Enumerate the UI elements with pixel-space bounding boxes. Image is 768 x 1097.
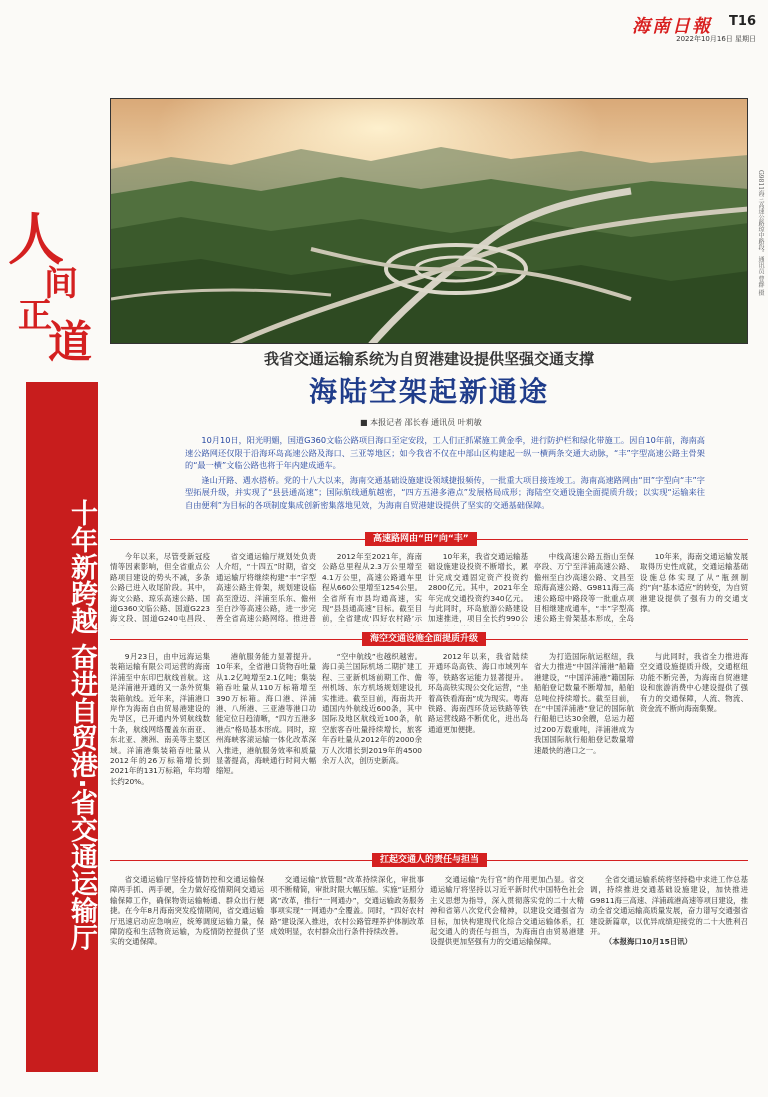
subhead: 海空交通设施全面提质升级 bbox=[362, 632, 486, 646]
article-column bbox=[428, 552, 528, 626]
paragraph: 2012年以来，我省陆续开通环岛高铁、海口市域列车等，铁路客运能力显著提升。环岛高铁实现公交化运营，“坐着高铁看海南”成为现实。粤海铁路、海南西环货运铁路等铁路运营线路不断优化，进出岛通道更加便捷。 bbox=[428, 652, 528, 734]
article-column bbox=[110, 875, 264, 1075]
paragraph: 省交通运输厅规划处负责人介绍，“十四五”时期，省交通运输厅将继续构建“丰”字型高速公路主骨架，规划建设临高至澄迈、洋浦至乐东、儋州至白沙等高速公路，进一步完善全省高速公路网络。推进普 bbox=[216, 552, 316, 624]
column-banner-text: 十年新跨越 奋进自贸港·省交通运输厅 bbox=[66, 499, 97, 951]
article-kicker: 我省交通运输系统为自贸港建设提供坚强交通支撑 bbox=[263, 350, 594, 368]
paragraph: “空中航线”也越织越密。海口美兰国际机场二期扩建工程、三亚新机场前期工作、儋州机场、东方机场规划建设扎实推进。截至目前，海南共开通国内外航线近600条，其中国际及地区航线近100条，航空旅客吞吐量持续增长，旅客年吞吐量从2012年的2000余万人次增长到2019年的4500余万人次，创历史新高。 bbox=[322, 652, 422, 766]
subhead: 扛起交通人的责任与担当 bbox=[372, 853, 487, 867]
article-column bbox=[640, 652, 748, 848]
article-column bbox=[322, 552, 422, 626]
paragraph: 9月23日，由中远海运集装箱运输有限公司运营的海南洋浦至中东印巴航线首航。这是洋浦港开通的又一条外贸集装箱航线。近年来，洋浦港口岸作为海南自由贸易港建设的先导区，已开通内外贸航线数十条，航线网络覆盖东南亚、东北亚、澳洲、南美等主要区域。洋浦港集装箱吞吐量从2012年的26万标箱增长到2021年的131万标箱，年均增长约20%。 bbox=[110, 652, 210, 786]
paragraph: 港航服务能力显著提升。10年来，全省港口货物吞吐量从1.2亿吨增至2.1亿吨；集装箱吞吐量从110万标箱增至390万标箱。海口港、洋浦港、八所港、三亚港等港口功能定位日趋清晰，“四方五港多港点”格局基本形成。同时，琼州海峡客滚运输一体化改革深入推进，港航服务效率和质量显著提高，海峡通行时间大幅缩短。 bbox=[216, 652, 316, 776]
lead-paragraph: 10月10日，阳光明媚，国道G360文临公路项目海口至定安段，工人们正抓紧施工黄金季，进行防护栏和绿化带施工。因自10年前，海南高速公路网还仅限于沿海环岛高速公路及海口、三亚等地区；如今我省不仅在中部山区构建起一纵一横两条交通大动脉，“丰”字型高速公路主骨架的“最一横”文临公路也将于年内建成通车。 bbox=[185, 435, 705, 470]
paragraph: 省交通运输厅坚持疫情防控和交通运输保障两手抓、两手硬，全力做好疫情期间交通运输保障工作，确保物资运输畅通、群众出行便捷。在今年8月海南突发疫情期间，省交通运输厅迅速启动应急响应，统筹调度运输力量，保障防疫和生活物资运输，为疫情防控提供了坚实的交通保障。 bbox=[110, 875, 264, 947]
article-column bbox=[534, 652, 634, 848]
section-title-char: 道 bbox=[48, 317, 92, 368]
paragraph: 10年来，海南交通运输发展取得历史性成就，交通运输基础设施总体实现了从“瓶颈制约”向“基本适应”的转变，为自贸港建设提供了强有力的交通支撑。 bbox=[640, 552, 748, 614]
subhead: 高速路网由“田”向“丰” bbox=[365, 532, 477, 546]
article-column bbox=[590, 875, 748, 1075]
paragraph: 今年以来，尽管受新冠疫情等因素影响，但全省重点公路项目建设的势头不减，多条公路已进入收尾阶段。其中，海文公路、琼乐高速公路、国道G360文临公路、国道G223海文段、国道G240屯昌段、 bbox=[110, 552, 210, 624]
article-column bbox=[322, 652, 422, 848]
article-column bbox=[110, 652, 210, 848]
hero-photo bbox=[110, 98, 748, 344]
paper-logo: 海南日報 bbox=[632, 16, 712, 37]
page-number: T16 bbox=[729, 14, 756, 29]
paragraph: 交通运输“放管服”改革持续深化，审批事项不断精简，审批时限大幅压缩。实施“证照分离”改革，推行“一网通办”，交通运输政务服务事项实现“一网通办”全覆盖。同时，“四好农村路”建设深入推进，农村公路管理养护体制改革成效明显，农村群众出行条件持续改善。 bbox=[270, 875, 424, 937]
paragraph: 交通运输“先行官”的作用更加凸显。省交通运输厅将坚持以习近平新时代中国特色社会主义思想为指导，深入贯彻落实党的二十大精神和省第八次党代会精神，以建设交通强省为目标，加快构建现代化综合交通运输体系，扛起交通人的责任与担当，为海南自由贸易港建设提供更加坚强有力的交通运输保障。 bbox=[430, 875, 584, 947]
paragraph: 为打造国际航运枢纽，我省大力推进“中国洋浦港”船籍港建设，“中国洋浦港”籍国际船舶登记数量不断增加，船舶总吨位持续增长。截至目前，在“中国洋浦港”登记的国际航行船舶已达30余艘，总运力超过200万载重吨，洋浦港成为我国国际航行船舶登记数量增速最快的港口之一。 bbox=[534, 652, 634, 755]
photo-caption: G9811海三高速公路琼中路段。通讯员 曹群 摄 bbox=[757, 170, 764, 296]
article-column bbox=[110, 552, 210, 626]
article-column bbox=[216, 552, 316, 626]
section-title bbox=[8, 196, 92, 368]
lead-paragraph: 逢山开路、遇水搭桥。党的十八大以来，海南交通基础设施建设领域捷报频传，一批重大项目接连竣工。海南高速路网由“田”字型向“丰”字型拓展升级，并实现了“县县通高速”；国际航线通航越密，“四方五港多港点”发展格局成形；海陆空交通设施全面提质升级；以实现“运输来往自由便利”为目标的各项制度集成创新密集落地见效，为海南自贸港建设提供了坚实的交通基础保障。 bbox=[185, 474, 705, 510]
date-line: 2022年10月16日 星期日 bbox=[676, 35, 756, 43]
article-column bbox=[430, 875, 584, 1075]
article-column bbox=[216, 652, 316, 848]
article-column bbox=[270, 875, 424, 1075]
column-banner bbox=[26, 382, 98, 1072]
article-column bbox=[428, 652, 528, 848]
article-headline: 海陆空架起新通途 bbox=[308, 375, 549, 408]
section-title-char: 正 bbox=[18, 296, 52, 336]
paragraph: 2012年至2021年，海南公路总里程从2.3万公里增至4.1万公里，高速公路通车里程从660公里增至1254公里。全省所有市县均通高速，实现“县县通高速”目标。截至目前，全省建成‘四好农村路’示 bbox=[322, 552, 422, 624]
paragraph: 中线高速公路五指山至保亭段、万宁至洋浦高速公路、儋州至白沙高速公路、文昌至琼海高速公路、G9811海三高速公路琼中路段等一批重点项目相继建成通车，“丰”字型高速公路主骨架基本形成，全岛 bbox=[534, 552, 634, 624]
article-column bbox=[534, 552, 634, 626]
paragraph: 与此同时，我省全力推进海空交通设施提质升级，交通枢纽功能不断完善，为海南自贸港建设和旅游消费中心建设提供了强有力的交通保障，人流、物流、资金流不断向海南集聚。 bbox=[640, 652, 748, 714]
article-signoff: （本报海口10月15日讯） bbox=[604, 937, 692, 947]
paragraph: 全省交通运输系统将坚持稳中求进工作总基调，持续推进交通基础设施建设，加快推进G9811海三高速、洋浦疏港高速等项目建设，推动全省交通运输高质量发展，奋力谱写交通强省建设新篇章，以优异成绩迎接党的二十大胜利召开。 bbox=[590, 875, 748, 937]
article-byline: ■ 本报记者 邵长春 通讯员 叶莉敏 bbox=[360, 418, 482, 427]
masthead bbox=[536, 10, 756, 46]
article-lead bbox=[185, 434, 705, 513]
paragraph: 10年来，我省交通运输基础设施建设投资不断增长，累计完成交通固定资产投资约2800亿元。其中，2021年全年完成交通投资约340亿元。与此同时，环岛旅游公路建设加速推进，项目全长约990公 bbox=[428, 552, 528, 624]
section-title-char: 间 bbox=[44, 264, 78, 304]
section-title-char: 人 bbox=[8, 207, 64, 273]
article-column bbox=[640, 552, 748, 626]
